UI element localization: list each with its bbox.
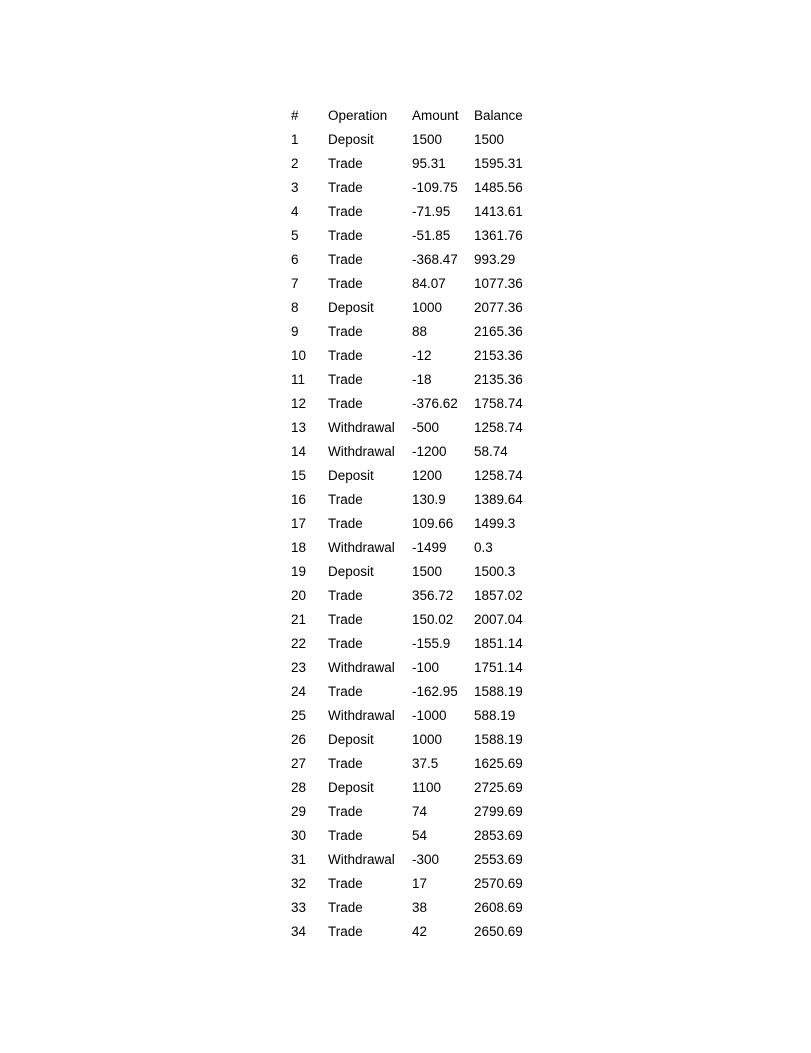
cell-number: 9 [291, 324, 299, 339]
cell-number: 12 [291, 396, 307, 411]
cell-balance: 1485.56 [474, 180, 523, 195]
cell-balance: 2650.69 [474, 924, 523, 939]
cell-operation: Deposit [328, 732, 374, 747]
table-row [285, 176, 534, 200]
cell-amount: 38 [412, 900, 428, 915]
table-row [285, 296, 534, 320]
table-row [285, 656, 534, 680]
cell-balance: 2553.69 [474, 852, 523, 867]
table-row [285, 800, 534, 824]
cell-balance: 1625.69 [474, 756, 523, 771]
cell-balance: 1413.61 [474, 204, 523, 219]
table-row [285, 824, 534, 848]
cell-balance: 1758.74 [474, 396, 523, 411]
cell-number: 25 [291, 708, 307, 723]
cell-amount: 37.5 [412, 756, 439, 771]
cell-number: 23 [291, 660, 307, 675]
cell-number: 18 [291, 540, 307, 555]
cell-balance: 58.74 [474, 444, 508, 459]
table-row [285, 632, 534, 656]
cell-number: 8 [291, 300, 299, 315]
cell-operation: Deposit [328, 468, 374, 483]
table-row [285, 152, 534, 176]
cell-balance: 1857.02 [474, 588, 523, 603]
cell-number: 31 [291, 852, 307, 867]
cell-amount: 95.31 [412, 156, 446, 171]
header-number: # [291, 108, 299, 123]
ledger-table [285, 104, 534, 944]
cell-amount: 1500 [412, 132, 443, 147]
table-row [285, 608, 534, 632]
cell-number: 22 [291, 636, 307, 651]
cell-amount: -71.95 [412, 204, 451, 219]
cell-number: 29 [291, 804, 307, 819]
table-row [285, 920, 534, 944]
cell-number: 20 [291, 588, 307, 603]
cell-amount: 1500 [412, 564, 443, 579]
table-row [285, 752, 534, 776]
cell-balance: 1500.3 [474, 564, 516, 579]
cell-operation: Trade [328, 828, 363, 843]
cell-operation: Trade [328, 396, 363, 411]
table-row [285, 680, 534, 704]
cell-amount: 42 [412, 924, 428, 939]
cell-number: 21 [291, 612, 307, 627]
cell-amount: -1499 [412, 540, 447, 555]
cell-amount: 1200 [412, 468, 443, 483]
cell-amount: -18 [412, 372, 432, 387]
cell-amount: -109.75 [412, 180, 458, 195]
cell-operation: Trade [328, 900, 363, 915]
cell-number: 6 [291, 252, 299, 267]
cell-number: 27 [291, 756, 307, 771]
cell-balance: 2165.36 [474, 324, 523, 339]
cell-number: 24 [291, 684, 307, 699]
cell-balance: 1077.36 [474, 276, 523, 291]
cell-operation: Withdrawal [328, 420, 395, 435]
header-amount: Amount [412, 108, 459, 123]
cell-balance: 2153.36 [474, 348, 523, 363]
cell-balance: 1851.14 [474, 636, 523, 651]
cell-operation: Trade [328, 276, 363, 291]
cell-balance: 2570.69 [474, 876, 523, 891]
table-row [285, 704, 534, 728]
table-header [285, 104, 534, 128]
cell-amount: 1100 [412, 780, 442, 795]
cell-operation: Trade [328, 228, 363, 243]
table-row [285, 560, 534, 584]
cell-amount: -100 [412, 660, 440, 675]
cell-number: 7 [291, 276, 299, 291]
cell-balance: 2077.36 [474, 300, 523, 315]
cell-number: 33 [291, 900, 307, 915]
cell-number: 15 [291, 468, 307, 483]
cell-number: 10 [291, 348, 307, 363]
cell-amount: 356.72 [412, 588, 454, 603]
table-row [285, 320, 534, 344]
table-row [285, 344, 534, 368]
cell-number: 17 [291, 516, 307, 531]
table-row [285, 368, 534, 392]
cell-balance: 1258.74 [474, 468, 523, 483]
cell-amount: -368.47 [412, 252, 458, 267]
header-balance: Balance [474, 108, 523, 123]
cell-operation: Trade [328, 636, 363, 651]
cell-balance: 1500 [474, 132, 505, 147]
cell-operation: Trade [328, 204, 363, 219]
table-row [285, 440, 534, 464]
cell-balance: 2135.36 [474, 372, 523, 387]
cell-amount: 54 [412, 828, 428, 843]
cell-operation: Withdrawal [328, 852, 395, 867]
cell-number: 16 [291, 492, 307, 507]
cell-balance: 1751.14 [474, 660, 523, 675]
cell-amount: -300 [412, 852, 440, 867]
header-operation: Operation [328, 108, 388, 123]
cell-balance: 2608.69 [474, 900, 523, 915]
table-row [285, 200, 534, 224]
cell-operation: Trade [328, 924, 363, 939]
cell-balance: 1389.64 [474, 492, 523, 507]
cell-amount: -1000 [412, 708, 447, 723]
cell-operation: Trade [328, 372, 363, 387]
cell-amount: 150.02 [412, 612, 454, 627]
cell-operation: Deposit [328, 564, 374, 579]
cell-operation: Withdrawal [328, 444, 395, 459]
cell-number: 5 [291, 228, 299, 243]
table-row [285, 272, 534, 296]
table-row [285, 392, 534, 416]
table-row [285, 584, 534, 608]
cell-balance: 2007.04 [474, 612, 523, 627]
cell-operation: Trade [328, 156, 363, 171]
cell-amount: 88 [412, 324, 428, 339]
cell-operation: Trade [328, 756, 363, 771]
cell-number: 1 [291, 132, 299, 147]
cell-amount: 84.07 [412, 276, 446, 291]
cell-balance: 0.3 [474, 540, 493, 555]
cell-number: 26 [291, 732, 307, 747]
cell-number: 32 [291, 876, 307, 891]
cell-balance: 1595.31 [474, 156, 523, 171]
cell-number: 3 [291, 180, 299, 195]
table-row [285, 848, 534, 872]
cell-number: 34 [291, 924, 307, 939]
cell-operation: Trade [328, 684, 363, 699]
cell-number: 2 [291, 156, 299, 171]
cell-operation: Withdrawal [328, 660, 395, 675]
table-row [285, 128, 534, 152]
cell-operation: Trade [328, 612, 363, 627]
table-row [285, 224, 534, 248]
table-row [285, 488, 534, 512]
table-row [285, 536, 534, 560]
table-body [285, 128, 534, 944]
cell-balance: 1258.74 [474, 420, 523, 435]
cell-operation: Deposit [328, 300, 374, 315]
table-row [285, 896, 534, 920]
cell-amount: 130.9 [412, 492, 446, 507]
cell-amount: -376.62 [412, 396, 458, 411]
cell-operation: Trade [328, 492, 363, 507]
cell-operation: Trade [328, 348, 363, 363]
cell-number: 4 [291, 204, 299, 219]
cell-number: 11 [291, 372, 306, 387]
cell-amount: -12 [412, 348, 432, 363]
cell-amount: 1000 [412, 732, 443, 747]
cell-balance: 588.19 [474, 708, 516, 723]
cell-amount: -1200 [412, 444, 447, 459]
cell-amount: -162.95 [412, 684, 458, 699]
cell-number: 30 [291, 828, 307, 843]
table-row [285, 776, 534, 800]
cell-operation: Trade [328, 324, 363, 339]
cell-balance: 1588.19 [474, 684, 523, 699]
cell-amount: -500 [412, 420, 440, 435]
cell-balance: 1361.76 [474, 228, 523, 243]
header-row [285, 104, 534, 128]
table-row [285, 248, 534, 272]
cell-operation: Trade [328, 876, 363, 891]
cell-balance: 1499.3 [474, 516, 516, 531]
cell-amount: -51.85 [412, 228, 451, 243]
cell-number: 14 [291, 444, 307, 459]
table-row [285, 464, 534, 488]
cell-operation: Withdrawal [328, 708, 395, 723]
cell-balance: 1588.19 [474, 732, 523, 747]
cell-operation: Trade [328, 516, 363, 531]
cell-balance: 2799.69 [474, 804, 523, 819]
cell-number: 13 [291, 420, 307, 435]
cell-amount: 17 [412, 876, 428, 891]
cell-operation: Deposit [328, 132, 374, 147]
table-row [285, 416, 534, 440]
cell-amount: 109.66 [412, 516, 454, 531]
cell-operation: Trade [328, 180, 363, 195]
cell-operation: Withdrawal [328, 540, 395, 555]
table-row [285, 728, 534, 752]
table-row [285, 512, 534, 536]
cell-number: 28 [291, 780, 307, 795]
cell-operation: Trade [328, 804, 363, 819]
cell-balance: 2725.69 [474, 780, 523, 795]
cell-operation: Trade [328, 252, 363, 267]
cell-amount: 74 [412, 804, 428, 819]
table-row [285, 872, 534, 896]
cell-balance: 993.29 [474, 252, 516, 267]
cell-amount: -155.9 [412, 636, 451, 651]
cell-number: 19 [291, 564, 307, 579]
cell-amount: 1000 [412, 300, 443, 315]
cell-balance: 2853.69 [474, 828, 523, 843]
cell-operation: Deposit [328, 780, 374, 795]
cell-operation: Trade [328, 588, 363, 603]
